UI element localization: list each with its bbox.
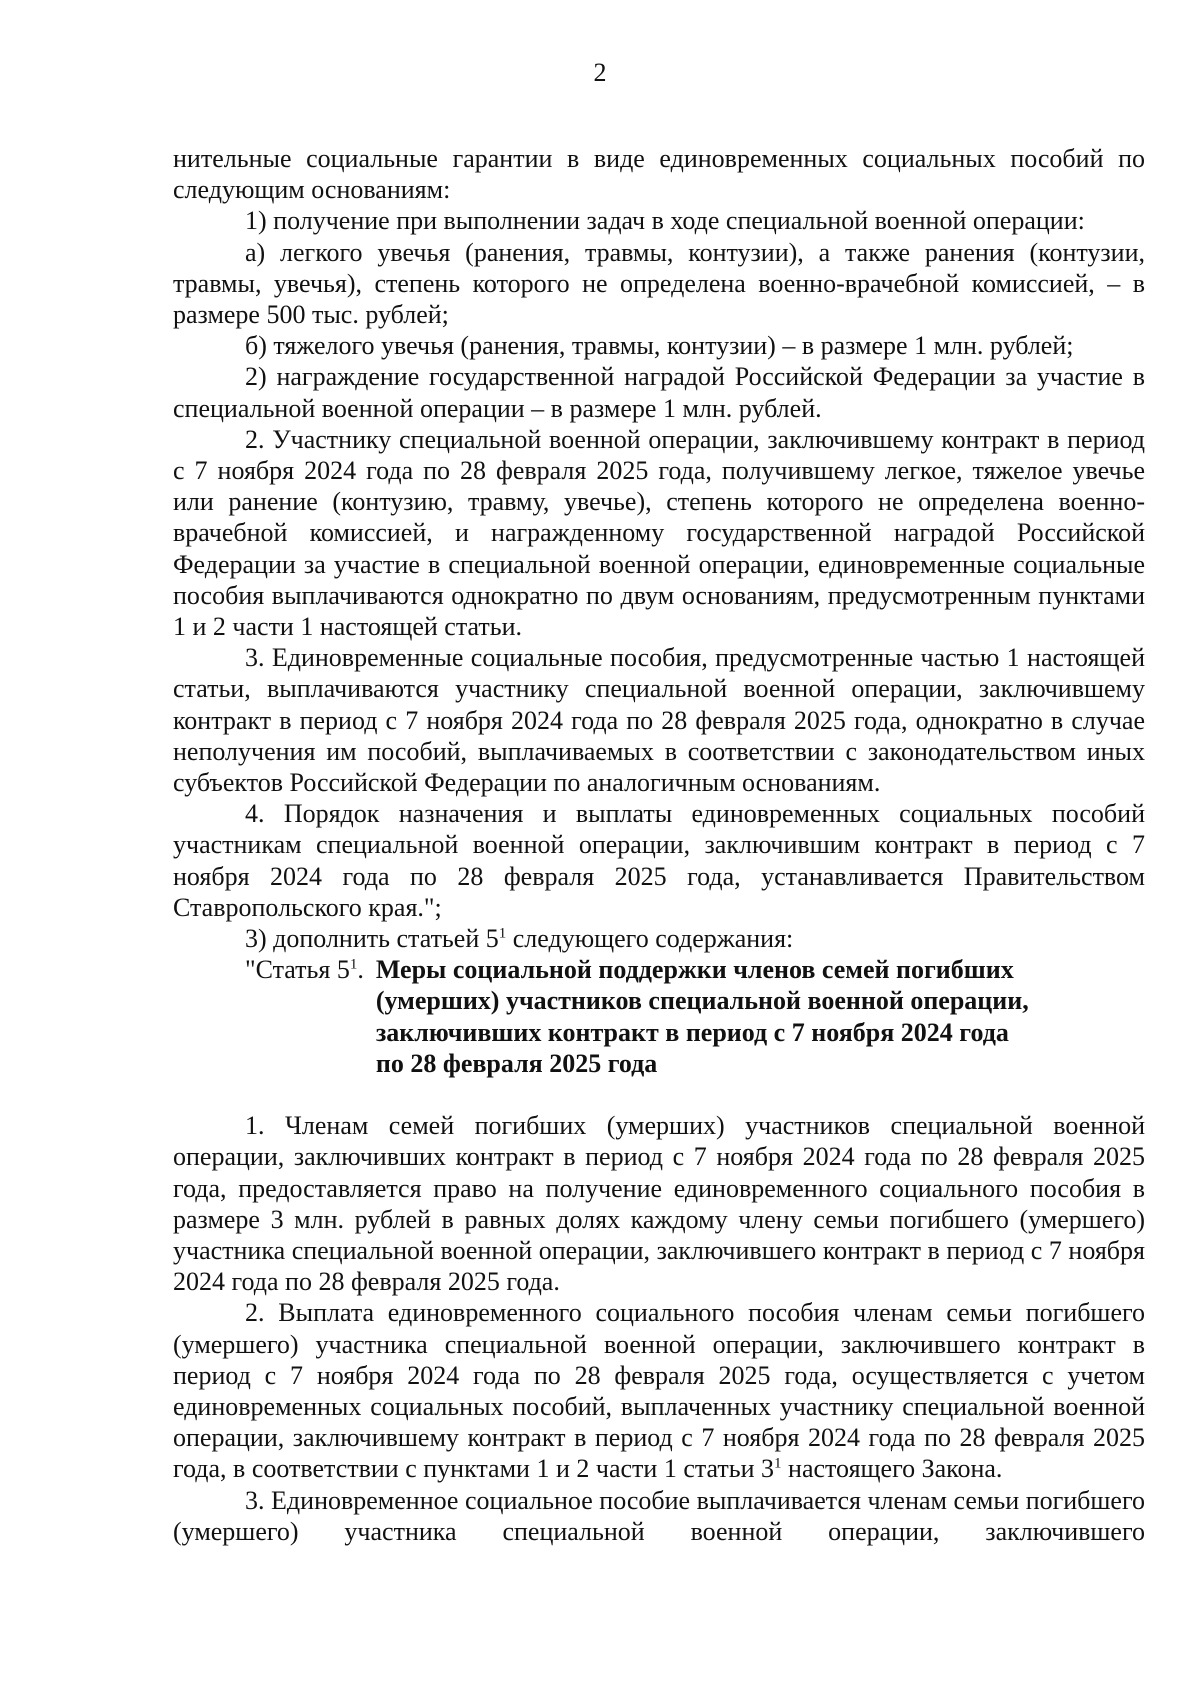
- amendment-superscript: 1: [498, 925, 507, 942]
- article-part-2: [173, 1297, 1145, 1484]
- amendment-text-end: следующего содержания:: [506, 924, 794, 954]
- article-label-superscript: 1: [349, 956, 358, 973]
- paragraph-subitem-b: б) тяжелого увечья (ранения, травмы, контузии) – в размере 1 млн. рублей;: [245, 331, 1074, 361]
- article-part-1: 1. Членам семей погибших (умерших) участников специальной военной операции, заключивших контракт в период с 7 ноября 2024 года по 28 февраля 2025 года, предоставляется право на получение единовременного социального пособия в размере 3 млн. рублей в равных долях каждому члену семьи погибшего (умершего) участника специальной военной операции, заключившего контракт в период с 7 ноября 2024 года по 28 февраля 2025 года.: [173, 1111, 1145, 1297]
- amendment-text-start: 3) дополнить статьей 5: [245, 924, 499, 954]
- article-label: [245, 954, 376, 1079]
- paragraph-part-3: 3. Единовременные социальные пособия, предусмотренные частью 1 настоящей статьи, выплачиваются участнику специальной военной операции, заключившему контракт в период с 7 ноября 2024 года по 28 февраля 2025 года, однократно в случае неполучения им пособий, выплачиваемых в соответствии с законодательством иных субъектов Российской Федерации по аналогичным основаниям.: [173, 643, 1145, 798]
- article-part-2-text: 2. Выплата единовременного социального пособия членам семьи погибшего (умершего) участника специальной военной операции, заключившего контракт в период с 7 ноября 2024 года по 28 февраля 2025 года, осуществляется с учетом единовременных социальных пособий, выплаченных участнику специальной военной операции, заключившему контракт в период с 7 ноября 2024 года по 28 февраля 2025 года, в соответствии с пунктами 1 и 2 части 1 статьи 3: [173, 1298, 1145, 1484]
- paragraph-item-1: 1) получение при выполнении задач в ходе специальной военной операции:: [245, 206, 1085, 236]
- article-title-line: по 28 февраля 2025 года: [375, 1048, 658, 1078]
- article-part-2-text-end: настоящего Закона.: [781, 1454, 1003, 1484]
- article-title-line: (умерших) участников специальной военной операции,: [375, 986, 1029, 1016]
- page-number: 2: [593, 58, 607, 87]
- article-title: [376, 954, 1029, 1079]
- article-part-3: 3. Единовременное социальное пособие выплачивается членам семьи погибшего (умершего) участника специальной военной операции, заключившего: [173, 1485, 1145, 1546]
- article-title-line: Меры социальной поддержки членов семей погибших: [375, 955, 1014, 985]
- article-label-dot: .: [357, 955, 364, 985]
- article-title-line: заключивших контракт в период с 7 ноября 2024 года: [375, 1017, 1009, 1047]
- paragraph-part-4: 4. Порядок назначения и выплаты единовременных социальных пособий участникам специальной военной операции, заключившим контракт в период с 7 ноября 2024 года по 28 февраля 2025 года, устанавливается Правительством Ставропольского края.";: [173, 799, 1145, 922]
- paragraph-amendment-3: [173, 923, 1145, 954]
- article-heading: [245, 954, 1145, 1079]
- paragraph-subitem-a: а) легкого увечья (ранения, травмы, контузии), а также ранения (контузии, травмы, увечья), степень которого не определена военно-врачебной комиссией, – в размере 500 тыс. рублей;: [173, 237, 1145, 330]
- article-label-text: "Статья 5: [245, 955, 350, 985]
- paragraph-item-2: 2) награждение государственной наградой Российской Федерации за участие в специальной военной операции – в размере 1 млн. рублей.: [173, 362, 1145, 423]
- paragraph-continuation: нительные социальные гарантии в виде единовременных социальных пособий по следующим основаниям:: [173, 144, 1145, 205]
- article-part-2-superscript: 1: [774, 1455, 782, 1472]
- document-body: [173, 143, 1145, 1547]
- paragraph-part-2: 2. Участнику специальной военной операции, заключившему контракт в период с 7 ноября 2024 года по 28 февраля 2025 года, получившему легкое, тяжелое увечье или ранение (контузию, травму, увечье), степень которого не определена военно-врачебной комиссией, и награжденному государственной наградой Российской Федерации за участие в специальной военной операции, единовременные социальные пособия выплачиваются однократно по двум основаниям, предусмотренным пунктами 1 и 2 части 1 настоящей статьи.: [173, 424, 1145, 642]
